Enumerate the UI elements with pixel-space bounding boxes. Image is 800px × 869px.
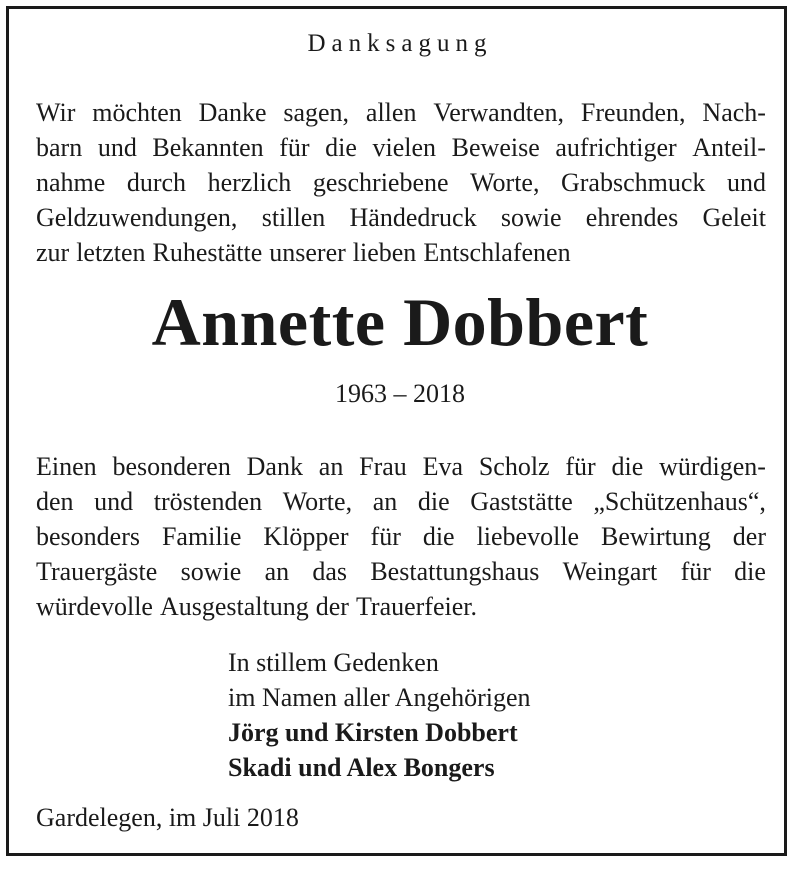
word: Eva: [422, 452, 464, 481]
thanks-paragraph: [36, 449, 766, 624]
text-line: [36, 130, 766, 165]
text-line: [36, 235, 766, 270]
word: nahme: [36, 168, 106, 197]
word: Dank: [246, 452, 303, 481]
word: letzten: [76, 238, 146, 267]
word: für: [565, 452, 596, 481]
word: die: [325, 133, 357, 162]
word: Worte,: [282, 487, 353, 516]
word: den: [36, 487, 74, 516]
word: der: [315, 592, 349, 621]
word: Ausgestaltung: [159, 592, 309, 621]
word: würdevolle: [36, 592, 153, 621]
word: besonders: [36, 522, 140, 551]
word: Frau: [359, 452, 407, 481]
signature-names-2: Skadi und Alex Bongers: [228, 753, 495, 782]
word: Trauerfeier.: [355, 592, 477, 621]
word: Verwandten,: [433, 98, 564, 127]
intro-paragraph: [36, 95, 766, 270]
word: geschriebene: [312, 168, 449, 197]
word: Freunden,: [580, 98, 686, 127]
text-line: [36, 165, 766, 200]
word: Familie: [161, 522, 242, 551]
word: Weingart: [562, 557, 658, 586]
word: aufrichtiger: [555, 133, 677, 162]
word: „Schützenhaus“,: [593, 487, 766, 516]
text-line: [36, 200, 766, 235]
word: durch: [126, 168, 187, 197]
word: liebevolle: [476, 522, 580, 551]
word: an: [318, 452, 344, 481]
place-and-date: Gardelegen, im Juli 2018: [36, 803, 299, 832]
word: an: [264, 557, 290, 586]
word: Händedruck: [349, 203, 477, 232]
word: Einen: [36, 452, 97, 481]
text-line: [36, 589, 766, 624]
word: die: [422, 522, 455, 551]
word: würdigen-: [659, 452, 766, 481]
word: sagen,: [283, 98, 350, 127]
word: und: [726, 168, 766, 197]
word: barn: [36, 133, 83, 162]
word: Gaststätte: [470, 487, 573, 516]
word: stillen: [261, 203, 326, 232]
word: ehrendes: [585, 203, 679, 232]
signature-names-1: Jörg und Kirsten Dobbert: [228, 718, 518, 747]
word: für: [279, 133, 310, 162]
word: tröstenden: [153, 487, 263, 516]
word: die: [734, 557, 766, 586]
deceased-name: Annette Dobbert: [151, 284, 649, 360]
word: vielen: [372, 133, 437, 162]
word: sowie: [500, 203, 562, 232]
word: Bestattungshaus: [370, 557, 540, 586]
word: Geldzuwendungen,: [36, 203, 238, 232]
text-line: [36, 554, 766, 589]
word: Bewirtung: [601, 522, 711, 551]
word: und: [94, 487, 134, 516]
heading-danksagung: Danksagung: [307, 30, 493, 57]
word: Klöpper: [263, 522, 349, 551]
word: besonderen: [112, 452, 231, 481]
word: Wir: [36, 98, 76, 127]
word: Nach-: [702, 98, 766, 127]
word: Danke: [198, 98, 267, 127]
text-line: [36, 484, 766, 519]
word: Trauergäste: [36, 557, 158, 586]
word: das: [312, 557, 348, 586]
word: Ruhestätte: [152, 238, 263, 267]
word: Beweise: [451, 133, 540, 162]
word: Geleit: [702, 203, 766, 232]
word: der: [732, 522, 766, 551]
word: die: [611, 452, 644, 481]
text-line: [36, 519, 766, 554]
word: Bekannten: [152, 133, 264, 162]
word: für: [370, 522, 401, 551]
signature-block: [228, 645, 531, 785]
word: die: [417, 487, 450, 516]
word: unserer: [269, 238, 346, 267]
word: und: [97, 133, 137, 162]
word: sowie: [180, 557, 242, 586]
word: allen: [365, 98, 417, 127]
text-line: [36, 449, 766, 484]
life-dates: 1963 – 2018: [335, 379, 465, 408]
signature-line-memory: In stillem Gedenken: [228, 648, 439, 677]
word: an: [372, 487, 398, 516]
word: Grabschmuck: [561, 168, 706, 197]
word: zur: [36, 238, 70, 267]
word: Scholz: [478, 452, 550, 481]
word: herzlich: [207, 168, 292, 197]
word: Worte,: [470, 168, 540, 197]
word: Entschlafenen: [423, 238, 571, 267]
word: lieben: [352, 238, 417, 267]
word: möchten: [92, 98, 182, 127]
word: für: [680, 557, 711, 586]
word: Anteil-: [692, 133, 766, 162]
text-line: [36, 95, 766, 130]
signature-line-family: im Namen aller Angehörigen: [228, 683, 531, 712]
